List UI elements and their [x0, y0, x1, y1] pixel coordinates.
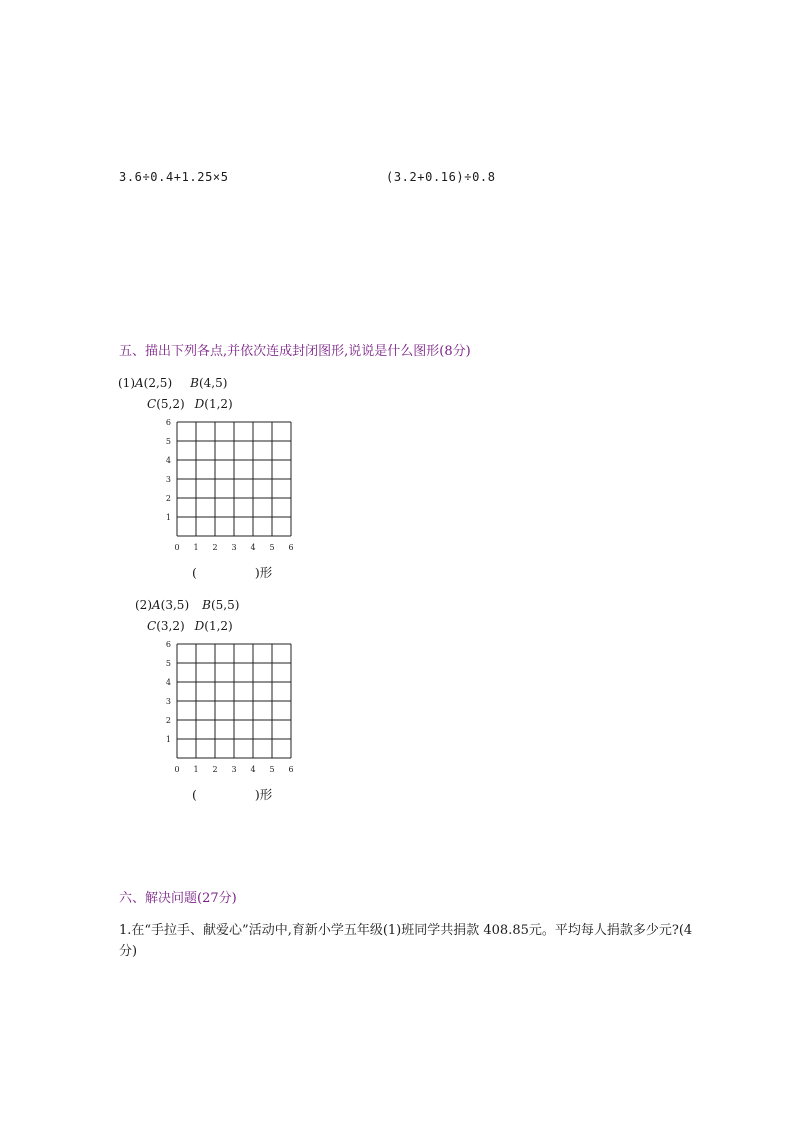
x-tick-label: 1: [193, 543, 199, 552]
expression-right: (3.2+0.16)÷0.8: [386, 170, 496, 184]
x-tick-label: 6: [288, 543, 294, 552]
x-tick-label: 2: [212, 543, 218, 552]
y-tick-label: 2: [165, 494, 171, 503]
y-tick-label: 4: [165, 456, 171, 465]
answer-close-label: )形: [254, 565, 273, 580]
y-tick-label: 4: [165, 678, 171, 687]
x-tick-label: 3: [231, 765, 237, 774]
point-label: B: [202, 598, 211, 612]
problem-2-number: (2): [135, 598, 152, 612]
point-label: D: [194, 397, 205, 411]
x-tick-label: 4: [250, 543, 256, 552]
point-coords: (5,2): [156, 397, 185, 411]
answer-blank-1[interactable]: [192, 563, 272, 581]
x-tick-label: 4: [250, 765, 256, 774]
section-5-heading: 五、描出下列各点,并依次连成封闭图形,说说是什么图形(8分): [119, 344, 471, 359]
x-tick-label: 1: [193, 765, 199, 774]
x-tick-label: 5: [269, 765, 275, 774]
y-tick-label: 6: [165, 640, 171, 649]
point-coords: (3,5): [160, 598, 190, 612]
point-coords: (1,2): [204, 397, 233, 411]
answer-open-paren: (: [192, 565, 197, 580]
coordinate-grid-2[interactable]: [160, 640, 300, 775]
answer-blank-2[interactable]: [192, 785, 272, 803]
question-1-text: 1.在“手拉手、献爱心”活动中,育新小学五年级(1)班同学共捐款 408.85元。平均每人捐款多少元?(4分): [119, 923, 693, 959]
x-tick-label: 3: [231, 543, 237, 552]
point-label: B: [190, 376, 199, 390]
point-label: A: [152, 598, 161, 612]
y-tick-label: 1: [165, 513, 171, 522]
x-tick-label: 5: [269, 543, 275, 552]
problem-1-line-2: [147, 397, 233, 411]
point-label: A: [135, 376, 144, 390]
y-tick-label: 5: [165, 437, 171, 446]
point-coords: (3,2): [156, 619, 185, 633]
x-tick-label: 0: [174, 765, 180, 774]
problem-2-line-2: [147, 619, 233, 633]
y-tick-label: 3: [165, 697, 171, 706]
problem-1-line-1: [118, 376, 227, 390]
expression-left: 3.6÷0.4+1.25×5: [119, 170, 229, 184]
y-tick-label: 2: [165, 716, 171, 725]
point-label: C: [147, 397, 157, 411]
x-tick-label: 6: [288, 765, 294, 774]
section-6-heading: 六、解决问题(27分): [119, 891, 237, 906]
grid-svg[interactable]: [160, 418, 300, 553]
problem-1-number: (1): [118, 376, 135, 390]
answer-close-label: )形: [254, 787, 273, 802]
y-tick-label: 5: [165, 659, 171, 668]
y-tick-label: 1: [165, 735, 171, 744]
answer-open-paren: (: [192, 787, 197, 802]
point-coords: (1,2): [204, 619, 233, 633]
grid-svg[interactable]: [160, 640, 300, 775]
coordinate-grid-1[interactable]: [160, 418, 300, 553]
point-coords: (4,5): [198, 376, 228, 390]
point-coords: (2,5): [143, 376, 173, 390]
problem-2-line-1: [135, 598, 239, 612]
y-tick-label: 6: [165, 418, 171, 427]
point-label: D: [194, 619, 205, 633]
x-tick-label: 2: [212, 765, 218, 774]
point-label: C: [147, 619, 157, 633]
point-coords: (5,5): [210, 598, 240, 612]
y-tick-label: 3: [165, 475, 171, 484]
x-tick-label: 0: [174, 543, 180, 552]
